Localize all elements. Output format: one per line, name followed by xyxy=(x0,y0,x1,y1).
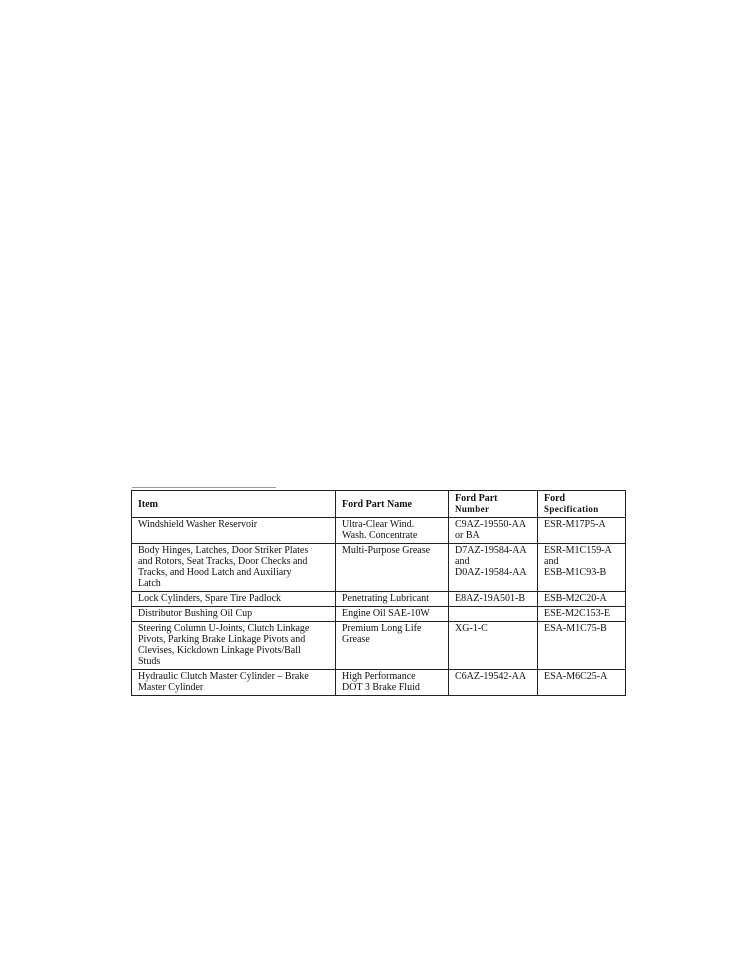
cell-item xyxy=(132,592,336,607)
cell-part-number xyxy=(449,518,538,544)
cell-text-line: ESE-M2C153-E xyxy=(544,608,611,619)
table-row xyxy=(132,622,626,670)
cell-item xyxy=(132,607,336,622)
cell-part-name xyxy=(336,622,449,670)
cell-text-line: XG-1-C xyxy=(455,623,488,634)
cell-specification xyxy=(538,544,626,592)
cell-part-name xyxy=(336,592,449,607)
cell-item xyxy=(132,518,336,544)
cell-text-line: ESB-M2C20-A xyxy=(544,593,607,604)
cell-text-line: D7AZ-19584-AA xyxy=(455,545,527,556)
cell-part-number xyxy=(449,544,538,592)
top-rule xyxy=(132,487,276,488)
cell-part-name xyxy=(336,670,449,696)
cell-item xyxy=(132,622,336,670)
cell-part-number xyxy=(449,607,538,622)
header-row xyxy=(132,491,626,518)
table-row xyxy=(132,670,626,696)
cell-text-line: ESR-M1C159-A xyxy=(544,545,612,556)
cell-text-line: ESR-M17P5-A xyxy=(544,519,606,530)
header-part-number: Ford Part Number xyxy=(449,491,538,518)
cell-text-line: Ultra-Clear Wind. xyxy=(342,519,415,530)
cell-specification xyxy=(538,518,626,544)
cell-specification xyxy=(538,622,626,670)
cell-text-line: Grease xyxy=(342,634,370,645)
cell-text-line: Engine Oil SAE-10W xyxy=(342,608,430,619)
cell-text-line: Multi-Purpose Grease xyxy=(342,545,431,556)
table-row xyxy=(132,607,626,622)
cell-text-line: and xyxy=(455,556,470,567)
cell-text-line: Steering Column U-Joints, Clutch Linkage xyxy=(138,623,310,634)
table-row xyxy=(132,544,626,592)
cell-text-line: ESA-M1C75-B xyxy=(544,623,607,634)
cell-text-line: E8AZ-19A501-B xyxy=(455,593,525,604)
cell-text-line: and Rotors, Seat Tracks, Door Checks and xyxy=(138,556,308,567)
cell-text-line: C6AZ-19542-AA xyxy=(455,671,527,682)
cell-text-line: Windshield Washer Reservoir xyxy=(138,519,258,530)
table-row xyxy=(132,592,626,607)
cell-text-line: Premium Long Life xyxy=(342,623,422,634)
cell-part-name xyxy=(336,518,449,544)
header-part-name: Ford Part Name xyxy=(336,491,449,518)
cell-text-line: Latch xyxy=(138,578,161,589)
cell-text-line: ESA-M6C25-A xyxy=(544,671,608,682)
cell-part-name xyxy=(336,544,449,592)
cell-text-line: or BA xyxy=(455,530,480,541)
cell-specification xyxy=(538,592,626,607)
cell-text-line: Lock Cylinders, Spare Tire Padlock xyxy=(138,593,282,604)
table-body xyxy=(132,518,626,696)
cell-part-number xyxy=(449,592,538,607)
cell-text-line: ESB-M1C93-B xyxy=(544,567,607,578)
cell-text-line: Distributor Bushing Oil Cup xyxy=(138,608,253,619)
cell-text-line: Wash. Concentrate xyxy=(342,530,418,541)
cell-text-line: Penetrating Lubricant xyxy=(342,593,429,604)
lubricant-spec-table xyxy=(131,490,626,696)
cell-specification xyxy=(538,607,626,622)
cell-part-name xyxy=(336,607,449,622)
header-item: Item xyxy=(132,491,336,518)
cell-text-line: and xyxy=(544,556,559,567)
cell-text-line: Pivots, Parking Brake Linkage Pivots and xyxy=(138,634,306,645)
cell-part-number xyxy=(449,670,538,696)
table-header xyxy=(132,491,626,518)
cell-text-line: Tracks, and Hood Latch and Auxiliary xyxy=(138,567,292,578)
cell-text-line: DOT 3 Brake Fluid xyxy=(342,682,420,693)
cell-text-line: High Performance xyxy=(342,671,416,682)
cell-item xyxy=(132,544,336,592)
cell-item xyxy=(132,670,336,696)
cell-text-line: Hydraulic Clutch Master Cylinder – Brake xyxy=(138,671,309,682)
cell-specification xyxy=(538,670,626,696)
cell-text-line: Body Hinges, Latches, Door Striker Plates xyxy=(138,545,309,556)
header-specification: Ford Specification xyxy=(538,491,626,518)
cell-text-line: D0AZ-19584-AA xyxy=(455,567,527,578)
cell-text-line: Studs xyxy=(138,656,161,667)
cell-text-line: Master Cylinder xyxy=(138,682,204,693)
table-row xyxy=(132,518,626,544)
cell-text-line: C9AZ-19550-AA xyxy=(455,519,527,530)
cell-part-number xyxy=(449,622,538,670)
cell-text-line: Clevises, Kickdown Linkage Pivots/Ball xyxy=(138,645,301,656)
